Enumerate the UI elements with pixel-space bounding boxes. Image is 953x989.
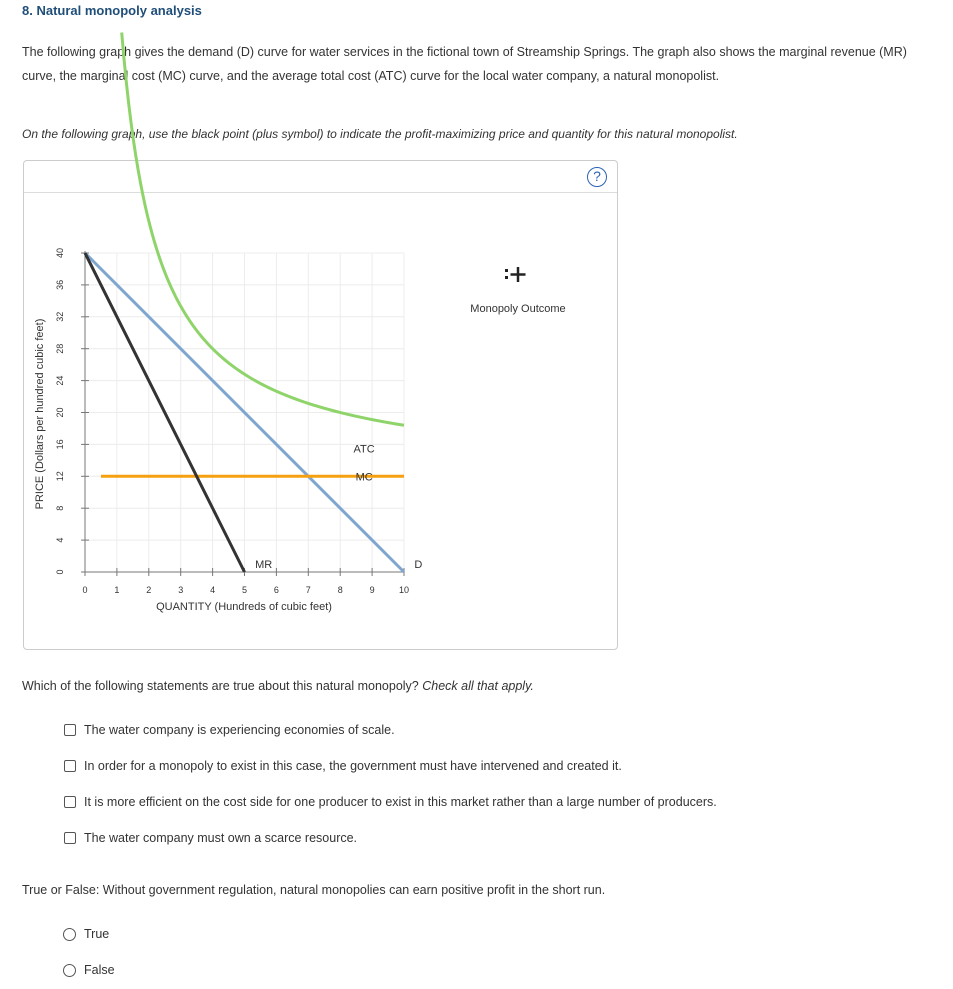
question-1-text: Which of the following statements are true about this natural monopoly? xyxy=(22,679,419,693)
y-tick-label: 40 xyxy=(55,247,65,259)
mr-label: MR xyxy=(255,559,273,572)
checkbox[interactable] xyxy=(64,760,76,772)
x-tick-label: 10 xyxy=(398,585,410,595)
x-tick-label: 5 xyxy=(241,585,248,595)
help-icon[interactable]: ? xyxy=(587,167,607,187)
option-government-created[interactable] xyxy=(64,757,622,775)
mc-label: MC xyxy=(355,471,373,484)
drag-dot-icon xyxy=(505,269,508,272)
atc-curve xyxy=(122,32,404,425)
x-tick-label: 6 xyxy=(273,585,279,595)
x-tick-label: 9 xyxy=(369,585,375,595)
option-true[interactable] xyxy=(63,925,109,943)
option-one-producer-efficient[interactable] xyxy=(64,793,717,811)
drag-dot-icon xyxy=(505,276,508,279)
y-tick-label: 8 xyxy=(55,505,65,511)
option-label: False xyxy=(84,963,115,977)
d-label: D xyxy=(414,559,423,572)
intro-paragraph: The following graph gives the demand (D) curve for water services in the fictional town of Streamship Springs. The graph also shows the marginal revenue (MR) curve, the marginal cost (MC) curve, and the average total cost (ATC) curve for the local water company, a natural monopolist. xyxy=(22,45,907,83)
radio-button[interactable] xyxy=(63,928,76,941)
option-economies-of-scale[interactable] xyxy=(64,721,395,739)
y-tick-label: 0 xyxy=(55,569,65,575)
option-label: It is more efficient on the cost side for one producer to exist in this market rather than a large number of producers. xyxy=(84,795,717,809)
y-tick-label: 32 xyxy=(55,311,65,322)
x-tick-label: 4 xyxy=(210,585,216,595)
option-false[interactable] xyxy=(63,961,115,979)
y-tick-label: 4 xyxy=(55,537,65,543)
question-1 xyxy=(22,679,534,693)
x-tick-label: 2 xyxy=(146,585,152,595)
y-tick-label: 20 xyxy=(55,407,65,418)
question-2-text: True or False: Without government regulation, natural monopolies can earn positive profit in the short run. xyxy=(22,883,606,897)
page-title: 8. Natural monopoly analysis xyxy=(22,3,202,18)
y-axis-label: PRICE (Dollars per hundred cubic feet) xyxy=(34,318,46,510)
legend-label: Monopoly Outcome xyxy=(470,303,566,315)
y-tick-label: 12 xyxy=(55,471,65,482)
x-axis-label: QUANTITY (Hundreds of cubic feet) xyxy=(156,601,332,613)
y-tick-label: 36 xyxy=(55,279,65,290)
y-tick-label: 24 xyxy=(55,375,65,386)
x-tick-label: 8 xyxy=(337,585,343,595)
graph-instruction: On the following graph, use the black point (plus symbol) to indicate the profit-maximizing price and quantity for this natural monopolist. xyxy=(22,127,738,141)
question-1-hint: Check all that apply. xyxy=(422,679,534,693)
x-tick-label: 1 xyxy=(114,585,120,595)
option-label: The water company must own a scarce resource. xyxy=(84,831,358,845)
option-label: In order for a monopoly to exist in this case, the government must have intervened and created it. xyxy=(84,759,622,773)
checkbox[interactable] xyxy=(64,724,76,736)
monopoly-outcome-tool[interactable] xyxy=(505,267,526,282)
checkbox[interactable] xyxy=(64,832,76,844)
checkbox[interactable] xyxy=(64,796,76,808)
option-label: True xyxy=(84,927,110,941)
x-tick-label: 0 xyxy=(82,585,88,595)
y-tick-label: 28 xyxy=(55,343,65,354)
x-tick-label: 7 xyxy=(305,585,311,595)
x-tick-label: 3 xyxy=(178,585,184,595)
y-tick-label: 16 xyxy=(55,439,65,450)
atc-label: ATC xyxy=(353,443,375,456)
option-scarce-resource[interactable] xyxy=(64,829,357,847)
option-label: The water company is experiencing economies of scale. xyxy=(84,723,395,737)
radio-button[interactable] xyxy=(63,964,76,977)
